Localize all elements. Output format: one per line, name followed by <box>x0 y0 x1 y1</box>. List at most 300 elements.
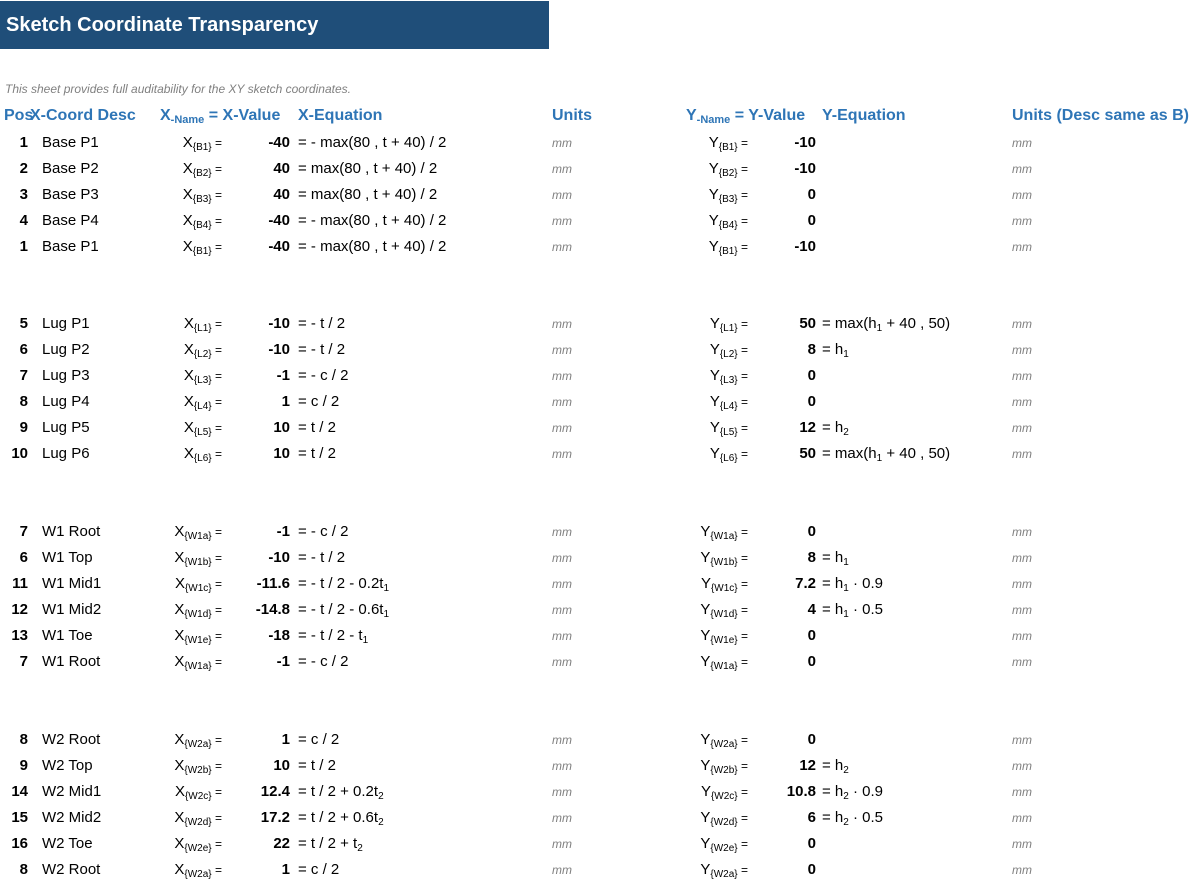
row-desc: W2 Top <box>42 757 93 774</box>
equation-text: = h <box>822 549 844 566</box>
x-equation <box>298 337 345 363</box>
x-name-sub: {B2} <box>192 168 212 179</box>
equation-subscript: 2 <box>843 427 849 438</box>
table-row <box>0 519 1200 545</box>
x-name-sub: {W2b} <box>184 765 212 776</box>
row-pos: 6 <box>19 341 28 358</box>
table-row <box>0 363 1200 389</box>
x-name-base: X <box>174 549 185 566</box>
equation-text-tail: + 40 , 50) <box>882 315 951 332</box>
x-name-eq: = <box>211 369 222 383</box>
x-unit: mm <box>552 577 572 591</box>
equation-text: = max(h <box>822 445 877 462</box>
row-pos: 8 <box>19 861 28 878</box>
x-name-sub: {W2d} <box>184 817 212 828</box>
x-name-eq: = <box>211 421 222 435</box>
equation-text: = - max(80 , t + 40) / 2 <box>298 212 447 229</box>
x-value: -11.6 <box>256 575 290 592</box>
y-name-sub: {L5} <box>719 427 738 438</box>
header-y-name-sub: -Name <box>696 114 731 126</box>
equation-text-tail: · 0.5 <box>848 809 884 826</box>
y-name-base: Y <box>700 783 711 800</box>
y-name-base: Y <box>709 419 720 436</box>
y-unit: mm <box>1012 395 1032 409</box>
y-name-sub: {W1e} <box>710 635 738 646</box>
y-name-eq: = <box>737 603 748 617</box>
row-pos: 7 <box>19 367 28 384</box>
y-name-eq: = <box>737 317 748 331</box>
x-equation <box>298 130 446 156</box>
y-name-base: Y <box>708 134 719 151</box>
sheet-subtitle: This sheet provides full auditability for the XY sketch coordinates. <box>5 82 351 96</box>
header-x-value: = X-Value <box>208 107 281 124</box>
y-name-eq: = <box>737 837 748 851</box>
y-value: -10 <box>794 134 816 151</box>
x-name-sub: {B1} <box>192 246 212 257</box>
x-name-base: X <box>182 238 193 255</box>
row-desc: Lug P3 <box>42 367 90 384</box>
equation-subscript: 1 <box>843 557 849 568</box>
y-value: 0 <box>807 653 816 670</box>
y-name-base: Y <box>708 186 719 203</box>
y-name-eq: = <box>737 525 748 539</box>
x-unit: mm <box>552 629 572 643</box>
y-unit: mm <box>1012 317 1032 331</box>
equation-text: = - t / 2 - t <box>298 627 363 644</box>
x-name-eq: = <box>211 733 222 747</box>
x-value: -40 <box>268 134 290 151</box>
header-x-name <box>160 105 280 131</box>
y-value: 8 <box>807 341 816 358</box>
equation-text-tail: · 0.9 <box>848 575 884 592</box>
y-value: 12 <box>799 419 816 436</box>
x-name-base: X <box>182 134 193 151</box>
row-desc: W1 Mid1 <box>42 575 102 592</box>
y-unit: mm <box>1012 603 1032 617</box>
equation-subscript: 2 <box>843 765 849 776</box>
y-name-sub: {W1d} <box>710 609 738 620</box>
x-unit: mm <box>552 317 572 331</box>
y-name-base: Y <box>700 809 711 826</box>
row-desc: Base P1 <box>42 134 99 151</box>
x-value: 17.2 <box>260 809 290 826</box>
equation-subscript: 1 <box>843 609 849 620</box>
y-name-base: Y <box>708 212 719 229</box>
sheet-title: Sketch Coordinate Transparency <box>0 1 549 49</box>
y-value: 8 <box>807 549 816 566</box>
equation-text: = h <box>822 341 844 358</box>
y-value: 50 <box>799 445 816 462</box>
y-unit: mm <box>1012 837 1032 851</box>
y-name-base: Y <box>709 367 720 384</box>
x-name-sub: {L5} <box>193 427 212 438</box>
x-name-base: X <box>174 783 185 800</box>
equation-text: = max(h <box>822 315 877 332</box>
x-name-sub: {L6} <box>193 453 212 464</box>
x-name-base: X <box>182 186 193 203</box>
x-name <box>150 234 222 265</box>
x-unit: mm <box>552 421 572 435</box>
y-unit: mm <box>1012 369 1032 383</box>
x-value: 1 <box>281 393 290 410</box>
x-name-eq: = <box>211 785 222 799</box>
y-unit: mm <box>1012 240 1032 254</box>
table-row <box>0 311 1200 337</box>
equation-text: = - c / 2 <box>298 653 349 670</box>
y-value: -10 <box>794 238 816 255</box>
y-name <box>650 234 748 265</box>
y-value: 0 <box>807 212 816 229</box>
row-pos: 4 <box>19 212 28 229</box>
row-desc: Base P4 <box>42 212 99 229</box>
y-value: 0 <box>807 393 816 410</box>
row-desc: W2 Mid2 <box>42 809 102 826</box>
x-name-sub: {B1} <box>192 142 212 153</box>
y-name-eq: = <box>737 343 748 357</box>
y-name-base: Y <box>709 341 720 358</box>
row-pos: 8 <box>19 393 28 410</box>
y-name <box>650 857 748 888</box>
y-name-eq: = <box>737 759 748 773</box>
x-value: 1 <box>281 731 290 748</box>
equation-text-tail: · 0.5 <box>848 601 884 618</box>
y-value: 0 <box>807 523 816 540</box>
x-equation <box>298 363 348 389</box>
x-name-sub: {W1e} <box>184 635 212 646</box>
row-pos: 12 <box>11 601 28 618</box>
y-name-eq: = <box>737 188 748 202</box>
row-desc: Base P3 <box>42 186 99 203</box>
x-unit: mm <box>552 188 572 202</box>
y-unit: mm <box>1012 214 1032 228</box>
table-row <box>0 208 1200 234</box>
equation-text: = c / 2 <box>298 731 340 748</box>
row-desc: Base P2 <box>42 160 99 177</box>
x-equation <box>298 649 348 675</box>
x-name-eq: = <box>211 655 222 669</box>
table-row <box>0 623 1200 649</box>
table-row <box>0 156 1200 182</box>
y-name-eq: = <box>737 863 748 877</box>
row-desc: W2 Toe <box>42 835 93 852</box>
row-desc: W2 Root <box>42 731 101 748</box>
x-unit: mm <box>552 837 572 851</box>
x-name-base: X <box>174 731 185 748</box>
x-name-eq: = <box>211 551 222 565</box>
table-row <box>0 415 1200 441</box>
x-name-base: X <box>174 575 185 592</box>
x-name-base: X <box>183 393 194 410</box>
equation-text: = c / 2 <box>298 393 340 410</box>
y-name-sub: {L4} <box>719 401 738 412</box>
y-unit: mm <box>1012 759 1032 773</box>
y-name-base: Y <box>700 575 711 592</box>
y-name-eq: = <box>737 733 748 747</box>
row-desc: Lug P2 <box>42 341 90 358</box>
row-pos: 5 <box>19 315 28 332</box>
y-name-eq: = <box>737 785 748 799</box>
equation-text: = t / 2 + 0.6t <box>298 809 379 826</box>
y-name-base: Y <box>700 627 711 644</box>
x-value: 40 <box>273 160 290 177</box>
x-name-eq: = <box>211 317 222 331</box>
x-name-sub: {W1b} <box>184 557 212 568</box>
x-unit: mm <box>552 525 572 539</box>
x-name-eq: = <box>211 577 222 591</box>
x-equation <box>298 234 446 260</box>
y-name-sub: {W1c} <box>710 583 738 594</box>
x-value: -1 <box>276 653 290 670</box>
x-name-eq: = <box>211 240 222 254</box>
x-unit: mm <box>552 162 572 176</box>
x-unit: mm <box>552 136 572 150</box>
y-name-eq: = <box>737 421 748 435</box>
table-row <box>0 545 1200 571</box>
x-name-base: X <box>183 419 194 436</box>
x-name-eq: = <box>211 447 222 461</box>
x-name-base: X <box>182 212 193 229</box>
row-pos: 1 <box>19 238 28 255</box>
equation-text: = - t / 2 <box>298 315 346 332</box>
table-row <box>0 597 1200 623</box>
equation-text: = h <box>822 783 844 800</box>
y-name-eq: = <box>737 240 748 254</box>
x-equation <box>298 208 446 234</box>
y-value: 4 <box>807 601 816 618</box>
x-name-eq: = <box>211 759 222 773</box>
x-unit: mm <box>552 343 572 357</box>
table-row <box>0 753 1200 779</box>
y-name-sub: {B1} <box>718 142 738 153</box>
x-unit: mm <box>552 863 572 877</box>
x-name-sub: {W2e} <box>184 843 212 854</box>
x-name-sub: {W2c} <box>184 791 212 802</box>
x-name-sub: {B3} <box>192 194 212 205</box>
row-pos: 10 <box>11 445 28 462</box>
row-pos: 3 <box>19 186 28 203</box>
x-name-base: X <box>182 160 193 177</box>
equation-text: = - t / 2 - 0.6t <box>298 601 384 618</box>
equation-text: = - t / 2 <box>298 549 346 566</box>
x-name-sub: {L3} <box>193 375 212 386</box>
y-value: 0 <box>807 835 816 852</box>
y-name-sub: {W2b} <box>710 765 738 776</box>
table-row <box>0 857 1200 883</box>
y-name-base: Y <box>700 835 711 852</box>
y-unit: mm <box>1012 785 1032 799</box>
x-name-sub: {L2} <box>193 349 212 360</box>
x-name-base: X <box>174 809 185 826</box>
row-pos: 7 <box>19 523 28 540</box>
equation-text: = - t / 2 <box>298 341 346 358</box>
x-name <box>150 441 222 472</box>
x-name-sub: {W1c} <box>184 583 212 594</box>
x-equation <box>298 389 339 415</box>
equation-subscript: 1 <box>843 583 849 594</box>
y-equation <box>822 441 950 472</box>
equation-subscript: 1 <box>383 609 390 620</box>
equation-text: = t / 2 <box>298 419 336 436</box>
y-name-base: Y <box>700 731 711 748</box>
y-name-eq: = <box>737 395 748 409</box>
y-value: 0 <box>807 186 816 203</box>
x-equation <box>298 857 339 883</box>
x-name-base: X <box>183 315 194 332</box>
y-unit: mm <box>1012 421 1032 435</box>
equation-text: = - max(80 , t + 40) / 2 <box>298 238 447 255</box>
x-name <box>150 857 222 888</box>
table-row <box>0 727 1200 753</box>
y-value: 0 <box>807 627 816 644</box>
x-equation <box>298 311 345 337</box>
x-value: -18 <box>268 627 290 644</box>
x-name-base: X <box>174 523 185 540</box>
equation-text: = max(80 , t + 40) / 2 <box>298 160 438 177</box>
equation-text-tail: + 40 , 50) <box>882 445 951 462</box>
y-name-sub: {W1a} <box>710 661 738 672</box>
y-name-sub: {L6} <box>719 453 738 464</box>
row-pos: 2 <box>19 160 28 177</box>
equation-subscript: 2 <box>378 817 384 828</box>
equation-text: = h <box>822 757 844 774</box>
y-unit: mm <box>1012 577 1032 591</box>
equation-subscript: 2 <box>843 791 849 802</box>
equation-text: = t / 2 <box>298 445 336 462</box>
table-row <box>0 441 1200 467</box>
y-name-sub: {L3} <box>719 375 738 386</box>
header-y-name <box>686 105 805 131</box>
x-value: -10 <box>268 549 290 566</box>
table-row <box>0 337 1200 363</box>
equation-text: = - t / 2 - 0.2t <box>298 575 384 592</box>
y-unit: mm <box>1012 551 1032 565</box>
x-equation <box>298 156 437 182</box>
x-unit: mm <box>552 369 572 383</box>
x-name-base: X <box>174 757 185 774</box>
equation-subscript: 2 <box>357 843 363 854</box>
equation-subscript: 1 <box>876 323 883 334</box>
y-name-base: Y <box>709 393 720 410</box>
equation-subscript: 1 <box>876 453 883 464</box>
table-row <box>0 649 1200 675</box>
x-name-eq: = <box>211 837 222 851</box>
y-name <box>650 441 748 472</box>
header-y-value: = Y-Value <box>734 107 806 124</box>
y-unit: mm <box>1012 629 1032 643</box>
x-value: 22 <box>273 835 290 852</box>
y-name-base: Y <box>700 757 711 774</box>
x-name-base: X <box>183 367 194 384</box>
x-name-eq: = <box>211 214 222 228</box>
y-name-sub: {W2e} <box>710 843 738 854</box>
row-desc: W1 Root <box>42 653 101 670</box>
x-value: -1 <box>276 367 290 384</box>
row-pos: 13 <box>11 627 28 644</box>
x-equation <box>298 727 339 753</box>
header-x-units: Units <box>552 107 592 124</box>
equation-text: = h <box>822 809 844 826</box>
table-row <box>0 234 1200 260</box>
row-desc: Lug P4 <box>42 393 90 410</box>
y-name-sub: {W1a} <box>710 531 738 542</box>
x-value: 40 <box>273 186 290 203</box>
y-name-sub: {B3} <box>718 194 738 205</box>
x-value: -10 <box>268 315 290 332</box>
y-unit: mm <box>1012 811 1032 825</box>
table-row <box>0 779 1200 805</box>
y-name-base: Y <box>700 861 711 878</box>
y-value: 10.8 <box>786 783 816 800</box>
y-value: 0 <box>807 731 816 748</box>
x-value: 10 <box>273 419 290 436</box>
equation-text: = c / 2 <box>298 861 340 878</box>
x-unit: mm <box>552 785 572 799</box>
equation-subscript: 2 <box>378 791 384 802</box>
y-name-base: Y <box>700 653 711 670</box>
y-name-base: Y <box>700 549 711 566</box>
x-name-sub: {W2a} <box>184 739 212 750</box>
x-equation <box>298 753 336 779</box>
equation-subscript: 1 <box>843 349 849 360</box>
equation-subscript: 1 <box>383 583 390 594</box>
y-unit: mm <box>1012 863 1032 877</box>
row-desc: Lug P5 <box>42 419 90 436</box>
y-value: 50 <box>799 315 816 332</box>
x-unit: mm <box>552 655 572 669</box>
row-desc: W1 Top <box>42 549 93 566</box>
x-name-eq: = <box>211 863 222 877</box>
equation-subscript: 1 <box>362 635 369 646</box>
y-name-base: Y <box>709 445 720 462</box>
x-name-eq: = <box>211 162 222 176</box>
y-value: 0 <box>807 367 816 384</box>
table-row <box>0 831 1200 857</box>
y-name <box>650 649 748 680</box>
y-name-eq: = <box>737 369 748 383</box>
x-name-sub: {L1} <box>193 323 212 334</box>
x-equation <box>298 519 348 545</box>
x-equation <box>298 182 437 208</box>
header-pos: Pos <box>4 107 34 124</box>
x-name-sub: {L4} <box>193 401 212 412</box>
y-name-eq: = <box>737 551 748 565</box>
table-row <box>0 571 1200 597</box>
header-y-equation: Y-Equation <box>822 107 906 124</box>
x-name <box>150 649 222 680</box>
x-name-base: X <box>183 445 194 462</box>
y-unit: mm <box>1012 447 1032 461</box>
header-x-equation: X-Equation <box>298 107 383 124</box>
equation-text: = max(80 , t + 40) / 2 <box>298 186 438 203</box>
x-value: 10 <box>273 757 290 774</box>
row-pos: 9 <box>19 419 28 436</box>
y-name-eq: = <box>737 629 748 643</box>
y-name-base: Y <box>708 238 719 255</box>
header-y-units: Units (Desc same as B) <box>1012 107 1189 124</box>
y-value: 6 <box>807 809 816 826</box>
y-name-eq: = <box>737 136 748 150</box>
row-pos: 16 <box>11 835 28 852</box>
table-row <box>0 389 1200 415</box>
row-desc: Lug P1 <box>42 315 90 332</box>
y-unit: mm <box>1012 655 1032 669</box>
table-row <box>0 182 1200 208</box>
x-value: 12.4 <box>260 783 290 800</box>
equation-text-tail: · 0.9 <box>848 783 884 800</box>
x-name-sub: {W1a} <box>184 531 212 542</box>
x-value: -40 <box>268 212 290 229</box>
row-desc: W2 Mid1 <box>42 783 102 800</box>
